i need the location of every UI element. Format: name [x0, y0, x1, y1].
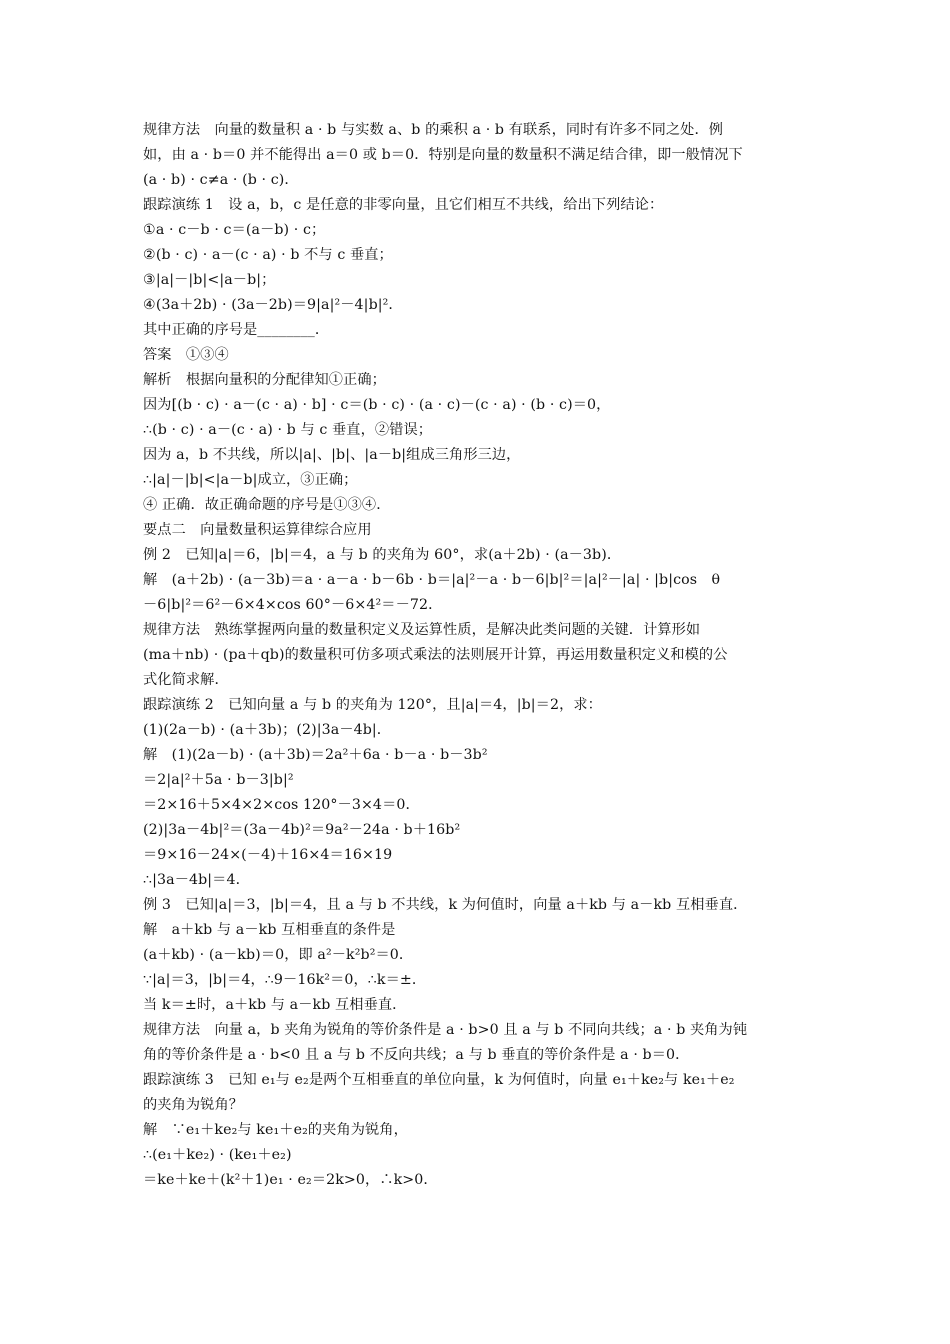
- text-line: 答案 ①③④: [143, 347, 229, 363]
- text-line: ①a · c－b · c＝(a－b) · c；: [143, 222, 326, 238]
- text-line: 角的等价条件是 a · b<0 且 a 与 b 不反向共线；a 与 b 垂直的等价条件是 a · b＝0．: [143, 1047, 690, 1063]
- text-line: (ma＋nb) · (pa＋qb)的数量积可仿多项式乘法的法则展开计算，再运用数量积定义和模的公: [143, 647, 728, 663]
- text-line: (a · b) · c≠a · (b · c)．: [143, 172, 299, 188]
- text-line: ④ 正确．故正确命题的序号是①③④．: [143, 497, 391, 513]
- text-line: 解析 根据向量积的分配律知①正确；: [143, 372, 386, 388]
- text-line: 如，由 a · b＝0 并不能得出 a＝0 或 b＝0．特别是向量的数量积不满足结合律，即一般情况下: [143, 147, 743, 163]
- text-line: 规律方法 熟练掌握两向量的数量积定义及运算性质，是解决此类问题的关键．计算形如: [143, 622, 701, 638]
- text-line: －6|b|²＝6²－6×4×cos 60°－6×4²＝－72．: [143, 597, 443, 613]
- text-line: 例 3 已知|a|＝3，|b|＝4，且 a 与 b 不共线，k 为何值时，向量 a＋kb 与 a－kb 互相垂直．: [143, 897, 748, 913]
- text-line: 因为 a，b 不共线，所以|a|、|b|、|a－b|组成三角形三边，: [143, 447, 521, 463]
- text-line: 跟踪演练 1 设 a，b，c 是任意的非零向量，且它们相互不共线，给出下列结论：: [143, 197, 664, 213]
- text-line: 当 k＝±时，a＋kb 与 a－kb 互相垂直．: [143, 997, 407, 1013]
- text-line: 要点二 向量数量积运算律综合应用: [143, 522, 372, 538]
- text-line: ∴|3a－4b|＝4．: [143, 872, 250, 888]
- text-line: ∴(e₁＋ke₂) · (ke₁＋e₂): [143, 1147, 292, 1163]
- text-line: 例 2 已知|a|＝6，|b|＝4，a 与 b 的夹角为 60°，求(a＋2b) · (a－3b)．: [143, 547, 622, 563]
- text-line: ④(3a＋2b) · (3a－2b)＝9|a|²－4|b|²．: [143, 297, 403, 313]
- text-line: 式化简求解．: [143, 672, 229, 688]
- document-body: [143, 118, 811, 1193]
- text-line: ∴(b · c) · a－(c · a) · b 与 c 垂直，②错误；: [143, 422, 433, 438]
- text-line: ∵|a|＝3，|b|＝4，∴9－16k²＝0，∴k＝±．: [143, 972, 427, 988]
- text-line: ＝ke＋ke＋(k²＋1)e₁ · e₂＝2k>0，∴k>0．: [143, 1172, 438, 1188]
- text-line: ③|a|－|b|<|a－b|；: [143, 272, 276, 288]
- text-line: (a＋kb) · (a－kb)＝0，即 a²－k²b²＝0．: [143, 947, 414, 963]
- text-line: 解 ∵e₁＋ke₂与 ke₁＋e₂的夹角为锐角，: [143, 1122, 408, 1138]
- text-line: 解 (1)(2a－b) · (a＋3b)＝2a²＋6a · b－a · b－3b²: [143, 747, 488, 763]
- text-line: ∴|a|－|b|<|a－b|成立，③正确；: [143, 472, 358, 488]
- text-line: 跟踪演练 3 已知 e₁与 e₂是两个互相垂直的单位向量，k 为何值时，向量 e₁＋ke₂与 ke₁＋e₂: [143, 1072, 735, 1088]
- text-line: 解 a＋kb 与 a－kb 互相垂直的条件是: [143, 922, 396, 938]
- text-line: 解 (a＋2b) · (a－3b)＝a · a－a · b－6b · b＝|a|²－a · b－6|b|²＝|a|²－|a| · |b|cos θ: [143, 572, 721, 588]
- text-line: 其中正确的序号是________．: [143, 322, 330, 338]
- text-line: 因为[(b · c) · a－(c · a) · b] · c＝(b · c) · (a · c)－(c · a) · (b · c)＝0，: [143, 397, 611, 413]
- text-line: 规律方法 向量 a，b 夹角为锐角的等价条件是 a · b>0 且 a 与 b 不同向共线；a · b 夹角为钝: [143, 1022, 748, 1038]
- text-line: 跟踪演练 2 已知向量 a 与 b 的夹角为 120°，且|a|＝4，|b|＝2，求：: [143, 697, 602, 713]
- text-line: ②(b · c) · a－(c · a) · b 不与 c 垂直；: [143, 247, 393, 263]
- text-line: (1)(2a－b) · (a＋3b)；(2)|3a－4b|．: [143, 722, 392, 738]
- text-line: 的夹角为锐角？: [143, 1097, 244, 1113]
- text-line: (2)|3a－4b|²＝(3a－4b)²＝9a²－24a · b＋16b²: [143, 822, 461, 838]
- text-line: ＝9×16－24×(－4)＋16×4＝16×19: [143, 847, 393, 863]
- text-line: ＝2×16＋5×4×2×cos 120°－3×4＝0．: [143, 797, 420, 813]
- text-line: 规律方法 向量的数量积 a · b 与实数 a、b 的乘积 a · b 有联系，同时有许多不同之处．例: [143, 122, 724, 138]
- text-line: ＝2|a|²＋5a · b－3|b|²: [143, 772, 294, 788]
